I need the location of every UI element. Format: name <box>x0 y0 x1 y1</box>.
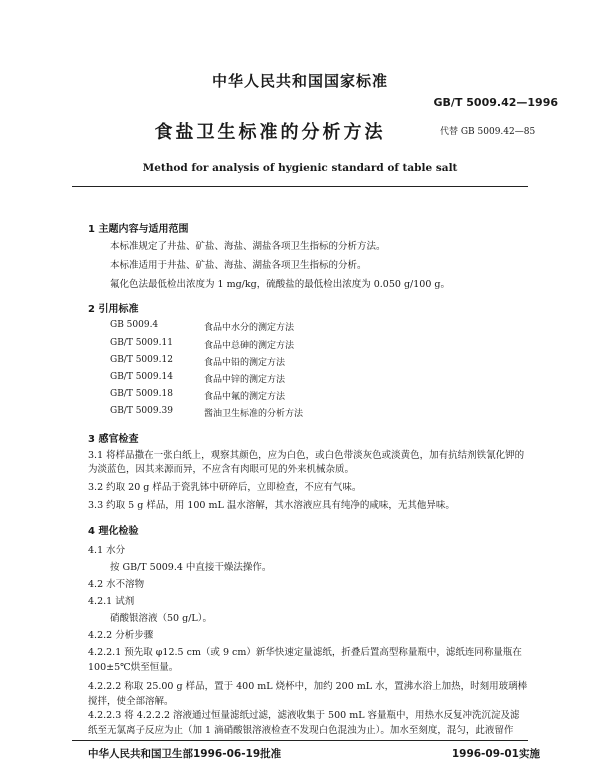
reference-name: 食品中总砷的测定方法 <box>204 341 295 351</box>
reference-name: 食品中铅的测定方法 <box>204 358 286 368</box>
clause-4-2-2-2: 4.2.2.2 称取 25.00 g 样品，置于 400 mL 烧杯中，加约 200 mL 水，置沸水浴上加热，时刻用玻璃棒搅拌，使全部溶解。 <box>88 681 528 707</box>
clause-4-2-1: 4.2.1 试剂 <box>88 596 135 607</box>
clause-4-2-2-3: 4.2.2.3 将 4.2.2.2 溶液通过恒量滤纸过滤，滤液收集于 500 mL 容量瓶中，用热水反复冲洗沉淀及滤纸至无氯离子反应为止（加 1 滴硝酸银溶液检查不发现白色混浊为止）。加水至刻度，混匀，此液留作 <box>88 710 520 736</box>
reference-code: GB/T 5009.12 <box>110 355 173 365</box>
standard-number: GB/T 5009.42—1996 <box>433 96 558 109</box>
reference-code: GB/T 5009.14 <box>110 372 173 382</box>
reference-code: GB 5009.4 <box>110 320 159 330</box>
reference-code: GB/T 5009.18 <box>110 389 173 399</box>
reference-code: GB/T 5009.11 <box>110 338 173 348</box>
reference-name: 食品中锌的测定方法 <box>204 375 286 385</box>
approval-note: 中华人民共和国卫生部1996-06-19批准 <box>88 748 282 760</box>
section-3-heading: 3 感官检查 <box>88 434 139 445</box>
section-2-heading: 2 引用标准 <box>88 304 139 315</box>
section-4-heading: 4 理化检验 <box>88 526 139 537</box>
document-title-english: Method for analysis of hygienic standard of table salt <box>142 162 458 174</box>
section-1-line-3: 氟化色法最低检出浓度为 1 mg/kg，硫酸盐的最低检出浓度为 0.050 g/100 g。 <box>110 279 450 290</box>
section-1-line-1: 本标准规定了井盐、矿盐、海盐、湖盐各项卫生指标的分析方法。 <box>110 241 386 252</box>
clause-4-2-2: 4.2.2 分析步骤 <box>88 630 154 641</box>
document-title: 食盐卫生标准的分析方法 <box>154 122 386 143</box>
clause-4-2-2-1: 4.2.2.1 预先取 φ12.5 cm（或 9 cm）新华快速定量滤纸，折叠后置高型称量瓶中，滤纸连同称量瓶在 100±5℃烘至恒量。 <box>88 647 522 673</box>
clause-4-2: 4.2 水不溶物 <box>88 579 145 590</box>
clause-3-2: 3.2 约取 20 g 样品于瓷乳钵中研碎后，立即检查，不应有气味。 <box>88 482 362 493</box>
reference-name: 食品中水分的测定方法 <box>204 323 295 333</box>
section-1-line-2: 本标准适用于井盐、矿盐、海盐、湖盐各项卫生指标的分析。 <box>110 260 367 271</box>
footer-divider <box>72 740 528 741</box>
reference-name: 食品中氟的测定方法 <box>204 392 286 402</box>
reference-name: 酱油卫生标准的分析方法 <box>204 409 304 419</box>
clause-4-1-text: 按 GB/T 5009.4 中直接干燥法操作。 <box>110 562 272 573</box>
implementation-date: 1996-09-01实施 <box>451 748 540 760</box>
clause-4-2-1-text: 硝酸银溶液（50 g/L）。 <box>110 613 212 624</box>
section-1-heading: 1 主题内容与适用范围 <box>88 224 189 235</box>
clause-3-3: 3.3 约取 5 g 样品，用 100 mL 温水溶解，其水溶液应具有纯净的咸味，无其他异味。 <box>88 500 455 511</box>
header-divider <box>72 186 528 187</box>
issuing-authority: 中华人民共和国国家标准 <box>211 72 388 90</box>
replaces-note: 代替 GB 5009.42—85 <box>440 127 536 137</box>
clause-3-1: 3.1 将样品撒在一张白纸上，观察其颜色，应为白色，或白色带淡灰色或淡黄色，加有抗结剂铁氰化钾的为淡蓝色，因其来源而异，不应含有肉眼可见的外来机械杂质。 <box>88 450 525 475</box>
reference-code: GB/T 5009.39 <box>110 406 173 416</box>
clause-4-1: 4.1 水分 <box>88 545 126 556</box>
